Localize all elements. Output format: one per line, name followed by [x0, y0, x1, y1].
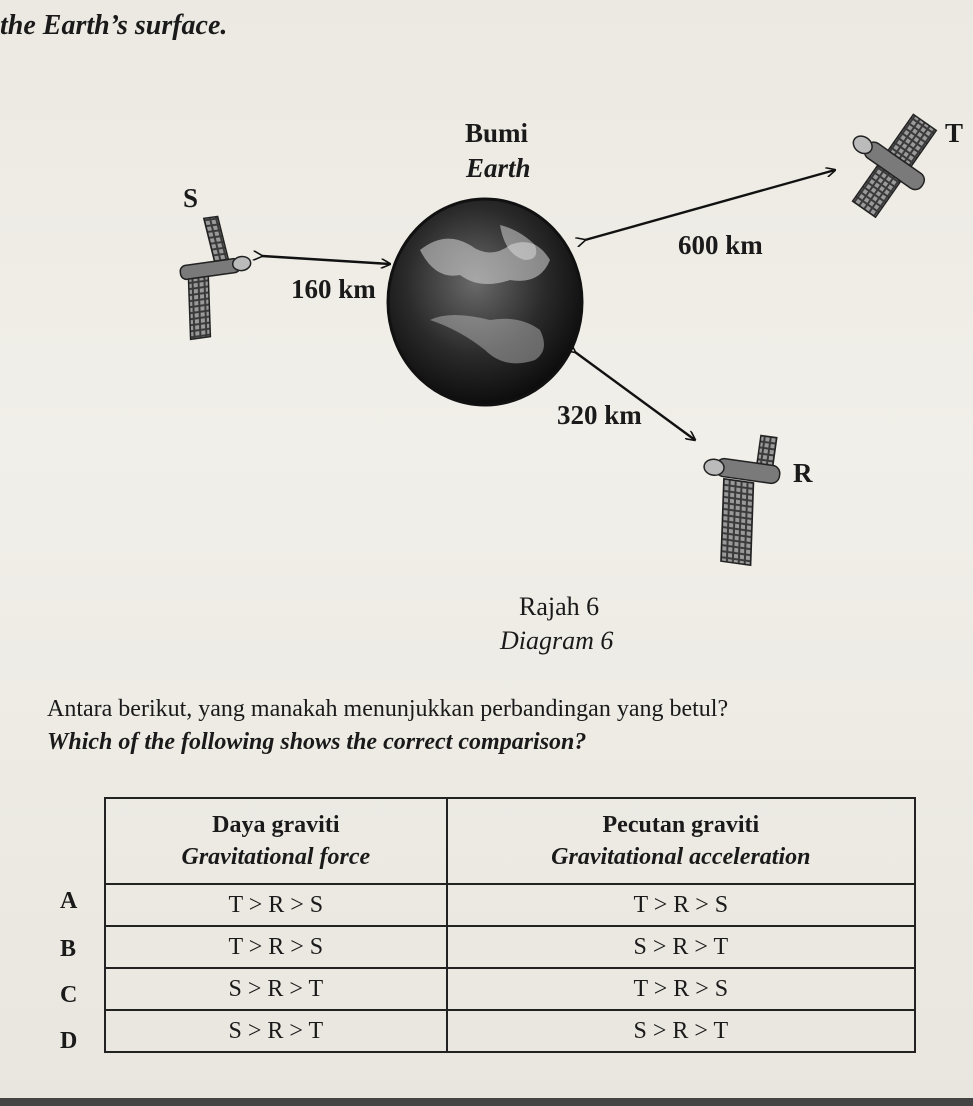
force-cell-c: S > R > T [105, 968, 447, 1010]
accel-cell-a: T > R > S [447, 884, 915, 926]
option-letter-a: A [60, 888, 78, 914]
accel-cell-b: S > R > T [447, 926, 915, 968]
earth-label-ms: Bumi [465, 118, 529, 148]
header-accel-ms: Pecutan graviti [602, 812, 760, 838]
distance-t-label: 600 km [678, 230, 763, 260]
force-cell-b: T > R > S [105, 926, 447, 968]
earth-globe-icon [388, 199, 582, 405]
table-header-row [105, 798, 915, 884]
diagram-caption-ms: Rajah 6 [519, 592, 600, 621]
satellite-s-label: S [183, 183, 199, 213]
header-force-ms: Daya graviti [212, 812, 340, 838]
diagram-caption-en: Diagram 6 [500, 626, 614, 655]
options-table [104, 797, 916, 1053]
satellite-s-icon [173, 213, 260, 340]
option-letter-c: C [60, 982, 78, 1008]
question-en: Which of the following shows the correct comparison? [47, 729, 587, 755]
distance-s-label: 160 km [291, 274, 376, 304]
table-row [105, 884, 915, 926]
bottom-edge-bar [0, 1098, 973, 1106]
arrow-s-earth [262, 256, 390, 264]
header-accel-en: Gravitational acceleration [551, 844, 811, 870]
satellite-t-icon [825, 95, 953, 229]
option-letter-d: D [60, 1028, 78, 1054]
accel-cell-d: S > R > T [447, 1010, 915, 1052]
force-cell-a: T > R > S [105, 884, 447, 926]
force-cell-d: S > R > T [105, 1010, 447, 1052]
table-row [105, 968, 915, 1010]
option-letter-b: B [60, 936, 77, 962]
earth-label-en: Earth [466, 153, 531, 183]
header-force-en: Gravitational force [181, 844, 371, 870]
satellite-r-icon [691, 428, 784, 567]
satellite-r-label: R [793, 458, 813, 488]
satellite-t-label: T [945, 118, 964, 148]
continued-text: the Earth’s surface. [0, 10, 228, 41]
accel-cell-c: T > R > S [447, 968, 915, 1010]
table-row [105, 926, 915, 968]
table-row [105, 1010, 915, 1052]
header-gravitational-acceleration [447, 798, 915, 884]
header-gravitational-force [105, 798, 447, 884]
question-ms: Antara berikut, yang manakah menunjukkan perbandingan yang betul? [47, 696, 729, 722]
distance-r-label: 320 km [557, 400, 642, 430]
